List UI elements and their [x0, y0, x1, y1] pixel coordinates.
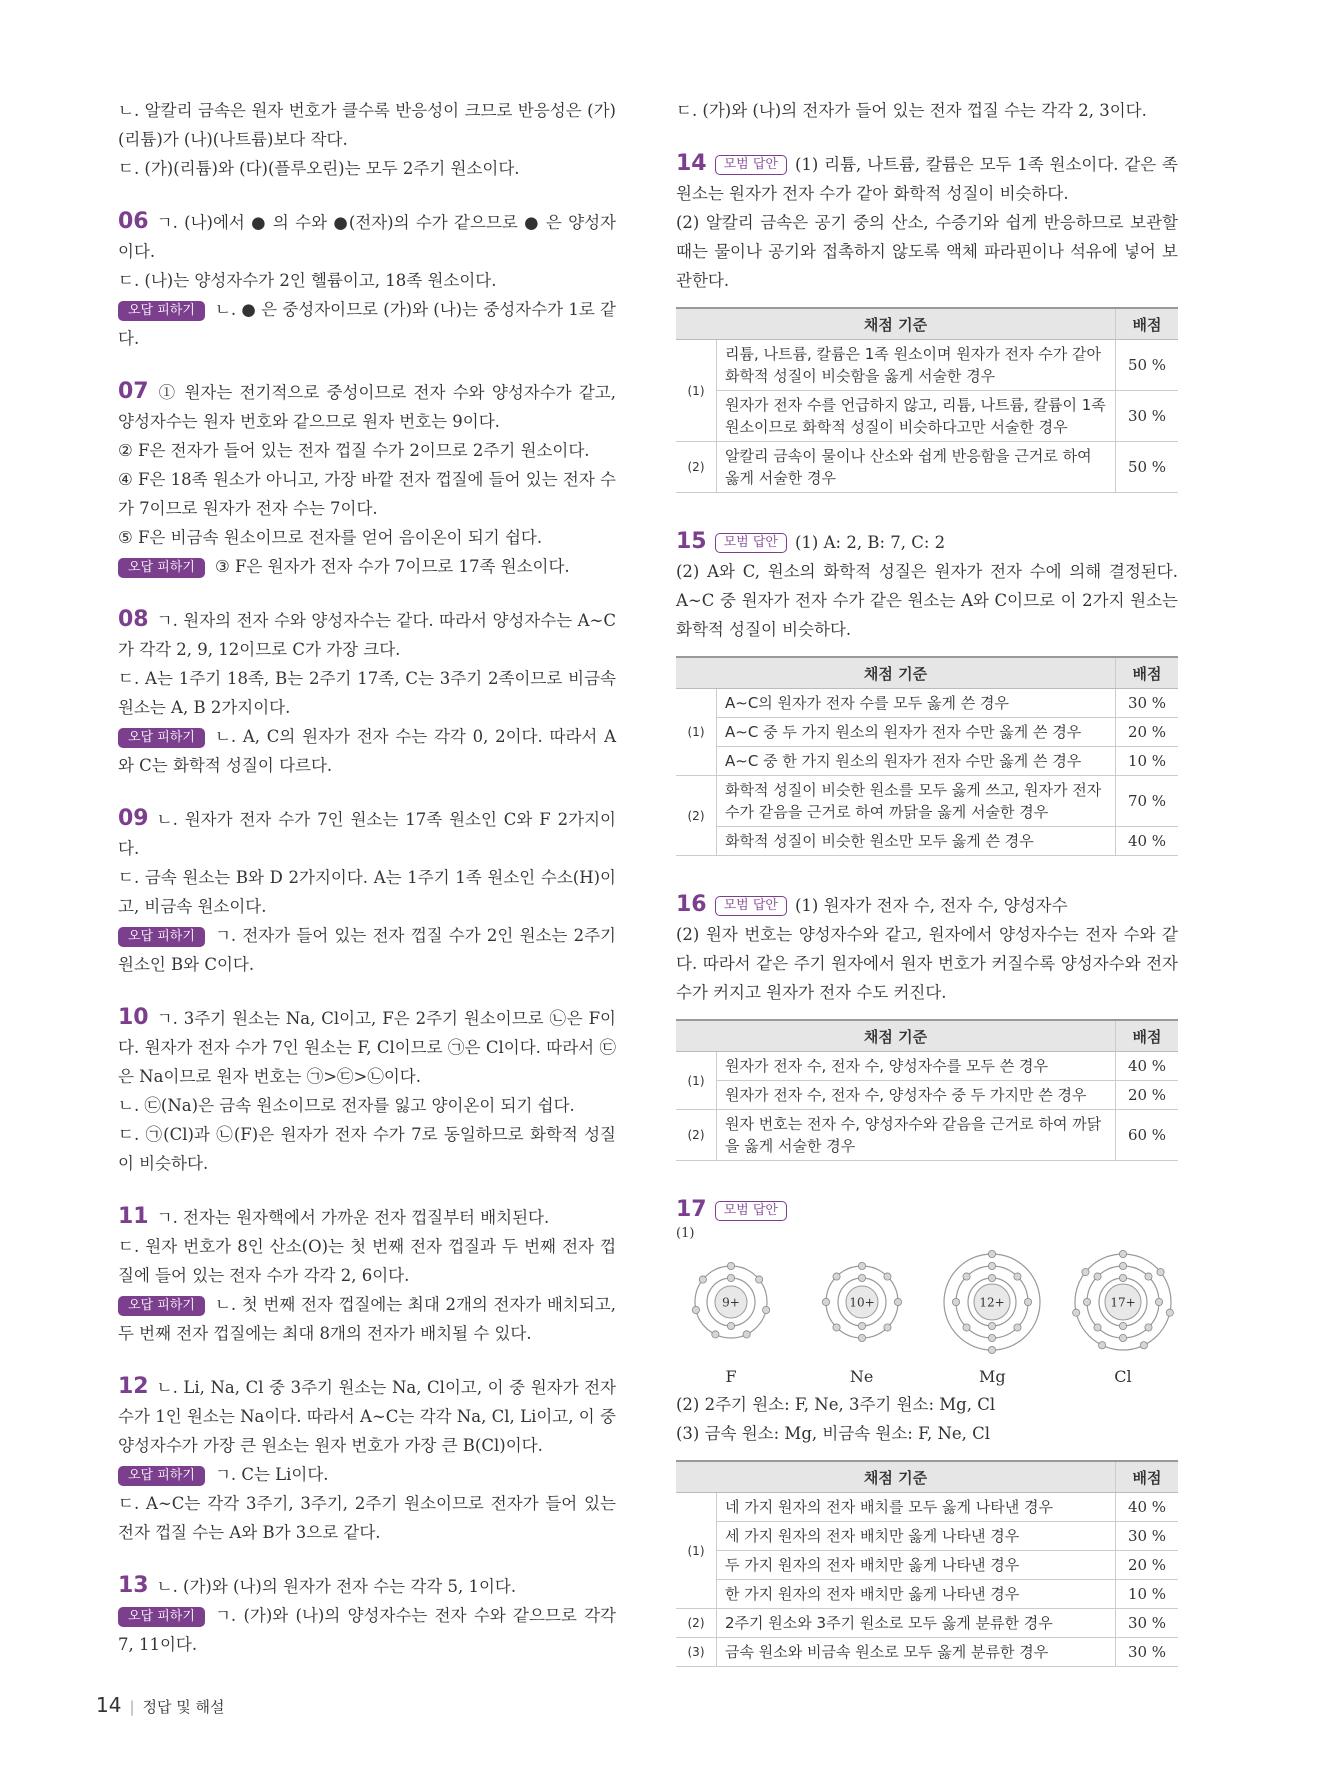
atom-diagram [807, 1247, 917, 1386]
electron [1094, 1324, 1101, 1331]
question-number: 13 [118, 1573, 149, 1598]
note-line: ㄴ. A, C의 원자가 전자 수는 각각 0, 2이다. 따라서 A와 C는 화학적 성질이 다르다. [118, 727, 616, 775]
scoring-table [676, 1019, 1178, 1161]
electron [1014, 1324, 1021, 1331]
criteria-header: 채점 기준 [676, 308, 1116, 340]
question-number: 10 [118, 1005, 149, 1030]
bohr-model-mg [937, 1247, 1047, 1357]
table-row [676, 827, 1178, 856]
question-06 [118, 207, 616, 353]
electron [833, 1273, 840, 1280]
answer-line: (2) A와 C, 원소의 화학적 성질은 원자가 전자 수에 의해 결정된다. A∼C 중 원자가 전자 수가 같은 원소는 A와 C이므로 이 2가지 원소는 화학적 성질이 비슷하다. [676, 562, 1178, 639]
question-number: 12 [118, 1374, 149, 1399]
table-row [676, 1110, 1178, 1161]
criteria-cell: 원자가 전자 수를 언급하지 않고, 리튬, 나트륨, 칼륨이 1족 원소이므로 화학적 성질이 비슷하다고만 서술한 경우 [717, 391, 1116, 442]
answer-line: (2) 알칼리 금속은 공기 중의 산소, 수증기와 쉽게 반응하므로 보관할 때는 물이나 공기와 접촉하지 않도록 액체 파라핀이나 석유에 넣어 보관한다. [676, 213, 1178, 290]
answer-line: (3) 금속 원소: Mg, 비금속 원소: F, Ne, Cl [676, 1424, 991, 1443]
page-number: 14 [96, 1693, 122, 1717]
criteria-header: 채점 기준 [676, 1461, 1116, 1493]
electron [1166, 1309, 1173, 1316]
right-column [676, 96, 1178, 1667]
answer-line: ㄱ. 3주기 원소는 Na, Cl이고, F은 2주기 원소이므로 ㉡은 F이다. 원자가 전자 수가 7인 원소는 F, Cl이므로 ㉠은 Cl이다. 따라서 ㉢은 Na이므로 원자 번호는 ㉠>㉢>㉡이다. [118, 1009, 616, 1086]
question-number: 15 [676, 529, 707, 554]
divider: | [129, 1698, 135, 1716]
sub-question-label: (2) [676, 1110, 717, 1161]
note-line: ㄱ. 전자가 들어 있는 전자 껍질 수가 2인 원소는 2주기 원소인 B와 C이다. [118, 926, 616, 974]
points-cell: 10 % [1116, 1580, 1179, 1609]
answer-line: (2) 원자 번호는 양성자수와 같고, 원자에서 양성자수는 전자 수와 같다. 따라서 같은 주기 원자에서 원자 번호가 커질수록 양성자수와 전자 수가 커지고 원자가 전자 수도 커진다. [676, 925, 1178, 1002]
electron [1025, 1298, 1032, 1305]
intro-line: ㄴ. 알칼리 금속은 원자 번호가 클수록 반응성이 크므로 반응성은 (가)(리튬)가 (나)(나트륨)보다 작다. [118, 101, 616, 149]
bohr-model-f [676, 1247, 786, 1357]
criteria-cell: 알칼리 금속이 물이나 산소와 쉽게 반응함을 근거로 하여 옳게 서술한 경우 [717, 442, 1116, 493]
note-line: ㄱ. (가)와 (나)의 양성자수는 전자 수와 같으므로 각각 7, 11이다. [118, 1606, 616, 1654]
note-line: ③ F은 원자가 전자 수가 7이므로 17족 원소이다. [214, 557, 570, 576]
table-row [676, 340, 1178, 391]
points-cell: 30 % [1116, 391, 1179, 442]
electron [858, 1322, 865, 1329]
electron [743, 1331, 750, 1338]
question-08 [118, 605, 616, 780]
points-cell: 20 % [1116, 718, 1179, 747]
electron [1083, 1298, 1090, 1305]
criteria-cell: 네 가지 원자의 전자 배치를 모두 옳게 나타낸 경우 [717, 1493, 1116, 1522]
electron [1094, 1273, 1101, 1280]
answer-line: (1) A: 2, B: 7, C: 2 [795, 533, 946, 552]
table-row [676, 689, 1178, 718]
table-row [676, 718, 1178, 747]
electron [756, 1276, 763, 1283]
points-cell: 40 % [1116, 827, 1179, 856]
electron [1119, 1274, 1126, 1281]
answer-line: ㄴ. ㉢(Na)은 금속 원소이므로 전자를 잃고 양이온이 되기 쉽다. [118, 1096, 575, 1115]
question-10 [118, 1003, 616, 1178]
electron [1082, 1268, 1089, 1275]
points-header: 배점 [1116, 1020, 1179, 1052]
points-header: 배점 [1116, 1461, 1179, 1493]
note-line: ㄴ. 첫 번째 전자 껍질에는 최대 2개의 전자가 배치되고, 두 번째 전자 껍질에는 최대 8개의 전자가 배치될 수 있다. [118, 1295, 616, 1343]
answer-line: ㄷ. (나)는 양성자수가 2인 헬륨이고, 18족 원소이다. [118, 271, 497, 290]
question-15 [676, 527, 1178, 856]
electron [1155, 1298, 1162, 1305]
atom-diagram [1068, 1247, 1178, 1386]
question-number: 06 [118, 209, 149, 234]
answer-line: ㄴ. (가)와 (나)의 원자가 전자 수는 각각 5, 1이다. [156, 1577, 517, 1596]
electron [963, 1273, 970, 1280]
sub-question-label: (2) [676, 1609, 717, 1638]
electron [822, 1298, 829, 1305]
answer-line: ㄷ. ㉠(Cl)과 ㉡(F)은 원자가 전자 수가 7로 동일하므로 화학적 성질이 비슷하다. [118, 1125, 616, 1173]
table-row [676, 391, 1178, 442]
wrong-answer-badge: 오답 피하기 [118, 1296, 205, 1316]
wrong-answer-badge: 오답 피하기 [118, 1607, 205, 1627]
criteria-cell: 금속 원소와 비금속 원소로 모두 옳게 분류한 경우 [717, 1638, 1116, 1667]
electron [712, 1331, 719, 1338]
intro-line: ㄷ. (가)와 (나)의 전자가 들어 있는 전자 껍질 수는 각각 2, 3이다. [676, 101, 1147, 120]
criteria-cell: 세 가지 원자의 전자 배치만 옳게 나타낸 경우 [717, 1522, 1116, 1551]
answer-line: ㄴ. Li, Na, Cl 중 3주기 원소는 Na, Cl이고, 이 중 원자가 전자 수가 1인 원소는 Na이다. 따라서 A∼C는 각각 Na, Cl, Li이고, 이 중 양성자수가 가장 큰 원소는 원자 번호가 가장 큰 B(Cl)이다. [118, 1378, 616, 1455]
atom-label: Cl [1114, 1367, 1132, 1386]
criteria-cell: A∼C의 원자가 전자 수를 모두 옳게 쓴 경우 [717, 689, 1116, 718]
electron [858, 1274, 865, 1281]
electron [884, 1324, 891, 1331]
points-cell: 30 % [1116, 1522, 1179, 1551]
table-row [676, 1638, 1178, 1667]
electron [963, 1324, 970, 1331]
wrong-answer-badge: 오답 피하기 [118, 301, 205, 321]
sub-question-label: (1) [676, 689, 717, 776]
question-11 [118, 1202, 616, 1348]
points-cell: 10 % [1116, 747, 1179, 776]
left-column [118, 96, 616, 1659]
question-12 [118, 1372, 616, 1547]
criteria-cell: 2주기 원소와 3주기 원소로 모두 옳게 분류한 경우 [717, 1609, 1116, 1638]
sub-question-label: (1) [676, 1493, 717, 1609]
note-line: ㄴ. ● 은 중성자이므로 (가)와 (나)는 중성자수가 1로 같다. [118, 300, 616, 348]
criteria-header: 채점 기준 [676, 1020, 1116, 1052]
table-row [676, 1493, 1178, 1522]
answer-line: ㄷ. 금속 원소는 B와 D 2가지이다. A는 1주기 1족 원소인 수소(H)이고, 비금속 원소이다. [118, 868, 616, 916]
question-number: 08 [118, 607, 149, 632]
electron [989, 1346, 996, 1353]
sub-question-label: (1) [676, 340, 717, 442]
criteria-cell: 화학적 성질이 비슷한 원소만 모두 옳게 쓴 경우 [717, 827, 1116, 856]
question-16 [676, 890, 1178, 1161]
table-row [676, 1580, 1178, 1609]
question-09 [118, 804, 616, 979]
nucleus-charge: 12+ [979, 1295, 1005, 1310]
table-row [676, 747, 1178, 776]
question-number: 11 [118, 1204, 149, 1229]
question-14 [676, 149, 1178, 493]
atom-label: Ne [849, 1367, 874, 1386]
bohr-model-cl [1068, 1247, 1178, 1357]
model-answer-badge: 모범 답안 [715, 896, 787, 916]
table-row [676, 1551, 1178, 1580]
electron-configuration-diagrams [676, 1247, 1178, 1386]
electron [1119, 1262, 1126, 1269]
electron [727, 1322, 734, 1329]
note-line: ㄱ. C는 Li이다. [214, 1465, 329, 1484]
question-number: 17 [676, 1197, 707, 1222]
question-number: 14 [676, 151, 707, 176]
points-header: 배점 [1116, 657, 1179, 689]
question-number: 09 [118, 806, 149, 831]
nucleus-charge: 17+ [1110, 1295, 1136, 1310]
criteria-cell: 화학적 성질이 비슷한 원소를 모두 옳게 쓰고, 원자가 전자 수가 같음을 근거로 하여 까닭을 옳게 서술한 경우 [717, 776, 1116, 827]
electron [692, 1306, 699, 1313]
scoring-table [676, 656, 1178, 856]
note-line: ㄷ. A∼C는 각각 3주기, 3주기, 2주기 원소이므로 전자가 들어 있는 전자 껍질 수는 A와 B가 3으로 같다. [118, 1494, 616, 1542]
sub-question-label: (1) [676, 1226, 695, 1241]
answer-line: ㄱ. (나)에서 ● 의 수와 ●(전자)의 수가 같으므로 ● 은 양성자이다. [118, 213, 616, 261]
answer-line: ① 원자는 전기적으로 중성이므로 전자 수와 양성자수가 같고, 양성자수는 원자 번호와 같으므로 원자 번호는 9이다. [118, 383, 616, 431]
electron [727, 1262, 734, 1269]
points-header: 배점 [1116, 308, 1179, 340]
electron [1073, 1309, 1080, 1316]
points-cell: 50 % [1116, 340, 1179, 391]
sub-question-label: (2) [676, 776, 717, 856]
table-row [676, 1081, 1178, 1110]
intro-line: ㄷ. (가)(리튬)와 (다)(플루오린)는 모두 2주기 원소이다. [118, 159, 520, 178]
electron [727, 1274, 734, 1281]
electron [884, 1273, 891, 1280]
electron [953, 1298, 960, 1305]
table-row [676, 442, 1178, 493]
electron [1099, 1342, 1106, 1349]
nucleus-charge: 10+ [848, 1295, 875, 1310]
sub-question-label: (1) [676, 1052, 717, 1110]
model-answer-badge: 모범 답안 [715, 533, 787, 553]
footer-title: 정답 및 해설 [142, 1698, 225, 1716]
criteria-cell: 두 가지 원자의 전자 배치만 옳게 나타낸 경우 [717, 1551, 1116, 1580]
points-cell: 30 % [1116, 689, 1179, 718]
question-17 [676, 1195, 1178, 1667]
electron [989, 1274, 996, 1281]
atom-diagram [937, 1247, 1047, 1386]
question-13 [118, 1571, 616, 1659]
electron [1119, 1334, 1126, 1341]
electron [858, 1262, 865, 1269]
points-cell: 20 % [1116, 1081, 1179, 1110]
question-number: 16 [676, 892, 707, 917]
points-cell: 40 % [1116, 1493, 1179, 1522]
answer-line: ⑤ F은 비금속 원소이므로 전자를 얻어 음이온이 되기 쉽다. [118, 528, 543, 547]
answer-line: (1) 원자가 전자 수, 전자 수, 양성자수 [795, 896, 1068, 915]
electron [1145, 1273, 1152, 1280]
criteria-header: 채점 기준 [676, 657, 1116, 689]
atom-label: Mg [979, 1367, 1006, 1386]
table-row [676, 1522, 1178, 1551]
criteria-cell: 원자 번호는 전자 수, 양성자수와 같음을 근거로 하여 까닭을 옳게 서술한 경우 [717, 1110, 1116, 1161]
electron [1157, 1268, 1164, 1275]
electron [989, 1250, 996, 1257]
electron [699, 1276, 706, 1283]
points-cell: 70 % [1116, 776, 1179, 827]
answer-line: ㄷ. A는 1주기 18족, B는 2주기 17족, C는 3주기 2족이므로 비금속 원소는 A, B 2가지이다. [118, 669, 616, 717]
bohr-model-ne [807, 1247, 917, 1357]
electron [858, 1334, 865, 1341]
points-cell: 30 % [1116, 1609, 1179, 1638]
electron [894, 1298, 901, 1305]
points-cell: 30 % [1116, 1638, 1179, 1667]
model-answer-badge: 모범 답안 [715, 1201, 787, 1221]
wrong-answer-badge: 오답 피하기 [118, 1466, 205, 1486]
electron [1145, 1324, 1152, 1331]
criteria-cell: 원자가 전자 수, 전자 수, 양성자수를 모두 쓴 경우 [717, 1052, 1116, 1081]
electron [833, 1324, 840, 1331]
atom-label: F [725, 1367, 737, 1386]
electron [763, 1306, 770, 1313]
electron [989, 1334, 996, 1341]
scoring-table [676, 1460, 1178, 1667]
points-cell: 60 % [1116, 1110, 1179, 1161]
wrong-answer-badge: 오답 피하기 [118, 728, 205, 748]
electron [1014, 1273, 1021, 1280]
answer-line: (2) 2주기 원소: F, Ne, 3주기 원소: Mg, Cl [676, 1395, 996, 1414]
atom-diagram [676, 1247, 786, 1386]
electron [1119, 1250, 1126, 1257]
table-row [676, 776, 1178, 827]
points-cell: 20 % [1116, 1551, 1179, 1580]
criteria-cell: 한 가지 원자의 전자 배치만 옳게 나타낸 경우 [717, 1580, 1116, 1609]
answer-line: ② F은 전자가 들어 있는 전자 껍질 수가 2이므로 2주기 원소이다. [118, 441, 590, 460]
sub-question-label: (3) [676, 1638, 717, 1667]
wrong-answer-badge: 오답 피하기 [118, 558, 205, 578]
table-row [676, 1609, 1178, 1638]
question-number: 07 [118, 379, 149, 404]
points-cell: 50 % [1116, 442, 1179, 493]
scoring-table [676, 307, 1178, 493]
wrong-answer-badge: 오답 피하기 [118, 927, 205, 947]
nucleus-charge: 9+ [722, 1295, 740, 1310]
electron [1119, 1322, 1126, 1329]
criteria-cell: A∼C 중 두 가지 원소의 원자가 전자 수만 옳게 쓴 경우 [717, 718, 1116, 747]
answer-line: (1) 리튬, 나트륨, 칼륨은 모두 1족 원소이다. 같은 족 원소는 원자가 전자 수가 같아 화학적 성질이 비슷하다. [676, 155, 1178, 203]
table-row [676, 1052, 1178, 1081]
points-cell: 40 % [1116, 1052, 1179, 1081]
answer-line: ㄱ. 원자의 전자 수와 양성자수는 같다. 따라서 양성자수는 A∼C가 각각 2, 9, 12이므로 C가 가장 크다. [118, 611, 616, 659]
answer-line: ㄷ. 원자 번호가 8인 산소(O)는 첫 번째 전자 껍질과 두 번째 전자 껍질에 들어 있는 전자 수가 각각 2, 6이다. [118, 1237, 616, 1285]
criteria-cell: 리튬, 나트륨, 칼륨은 1족 원소이며 원자가 전자 수가 같아 화학적 성질이 비슷함을 옳게 서술한 경우 [717, 340, 1116, 391]
answer-line: ㄱ. 전자는 원자핵에서 가까운 전자 껍질부터 배치된다. [156, 1208, 550, 1227]
electron [989, 1322, 996, 1329]
sub-question-label: (2) [676, 442, 717, 493]
model-answer-badge: 모범 답안 [715, 155, 787, 175]
answer-line: ④ F은 18족 원소가 아니고, 가장 바깥 전자 껍질에 들어 있는 전자 수가 7이므로 원자가 전자 수는 7이다. [118, 470, 616, 518]
question-07 [118, 377, 616, 581]
criteria-cell: 원자가 전자 수, 전자 수, 양성자수 중 두 가지만 쓴 경우 [717, 1081, 1116, 1110]
criteria-cell: A∼C 중 한 가지 원소의 원자가 전자 수만 옳게 쓴 경우 [717, 747, 1116, 776]
electron [989, 1262, 996, 1269]
answer-line: ㄴ. 원자가 전자 수가 7인 원소는 17족 원소인 C와 F 2가지이다. [118, 810, 616, 858]
page-footer [96, 1693, 225, 1717]
electron [1140, 1342, 1147, 1349]
